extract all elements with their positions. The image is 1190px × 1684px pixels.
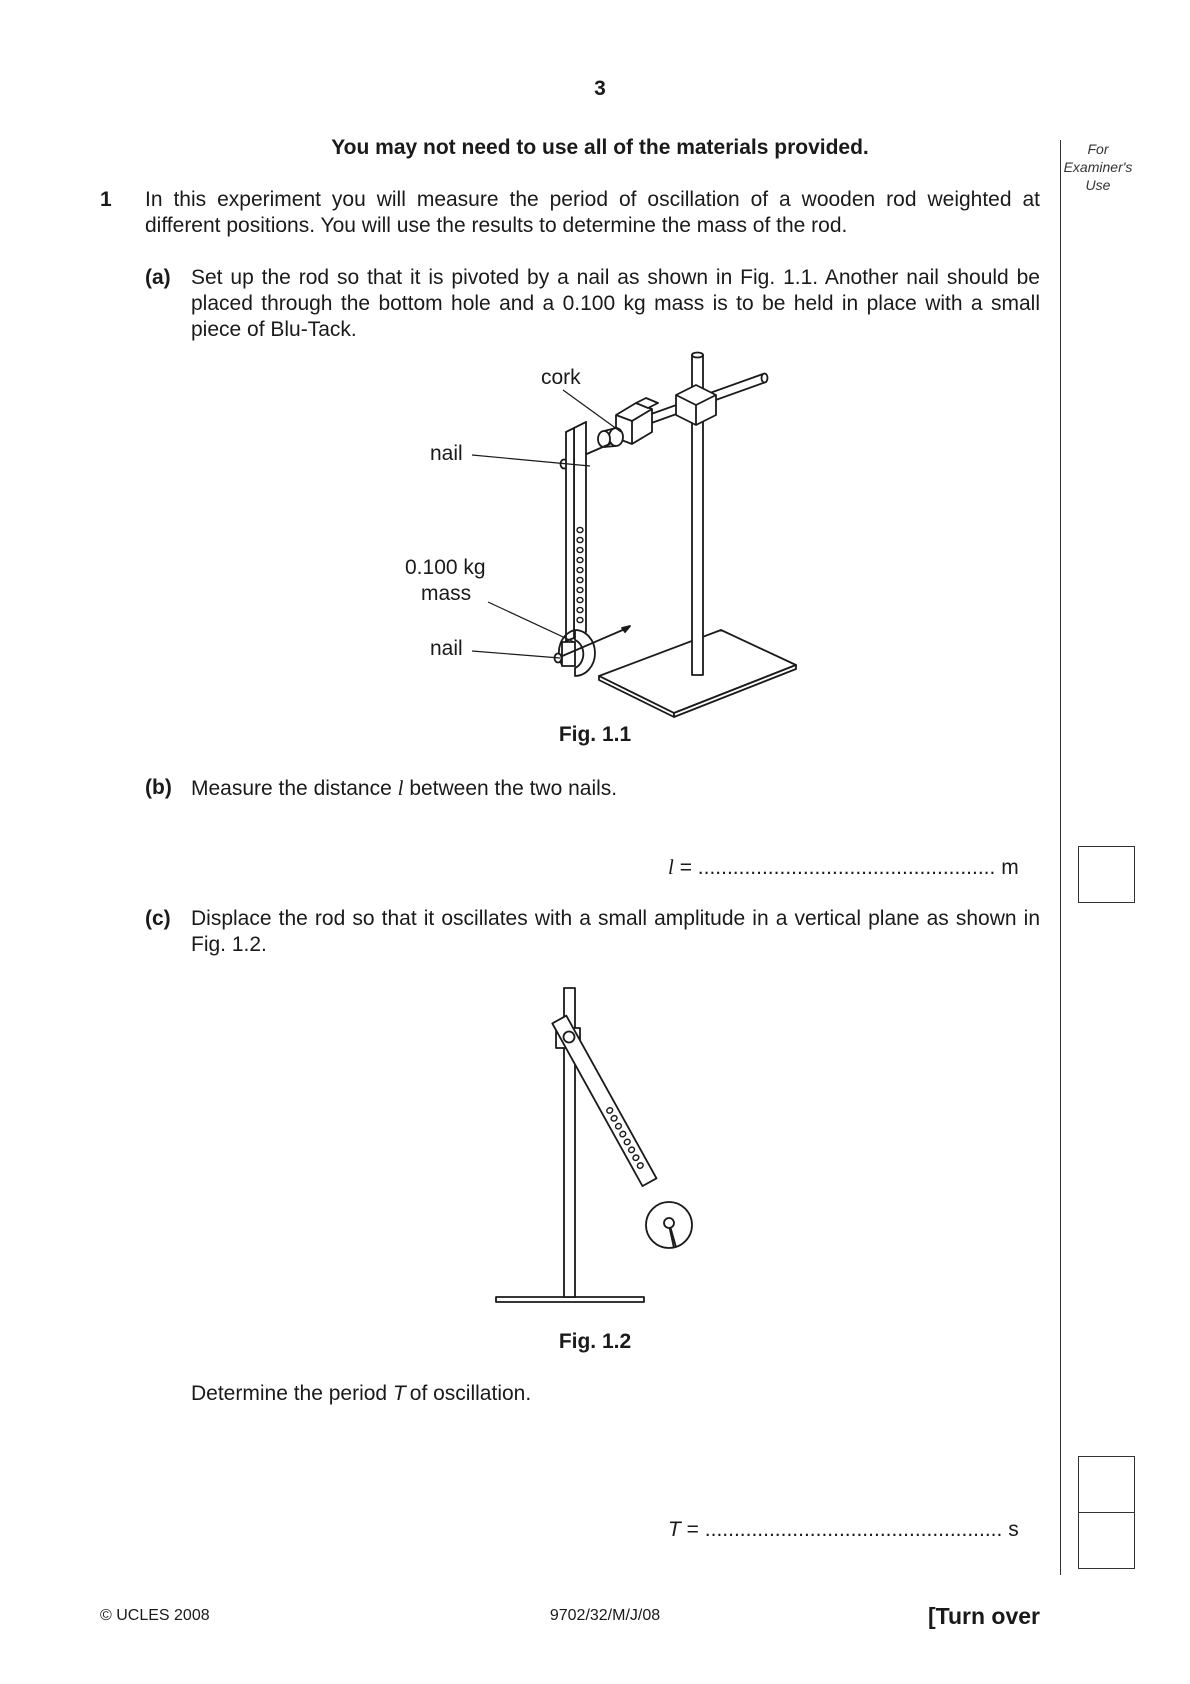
mark-box[interactable] [1078,1512,1135,1569]
part-b-text-before: Measure the distance [191,777,392,800]
period-instruction-before: Determine the period [191,1382,388,1405]
answer-variable: l [668,855,674,879]
examiner-use-label [1058,140,1138,194]
part-b-label: (b) [145,776,172,799]
part-b-text [191,775,1031,802]
answer-unit: m [1001,856,1019,879]
answer-unit: s [1008,1518,1019,1541]
period-symbol: T [392,1382,406,1405]
examiner-margin-rule [1060,140,1061,1575]
part-a-text: Set up the rod so that it is pivoted by a nail as shown in Fig. 1.1. Another nail should be placed through the bottom hole and a 0.100 kg mass is to be held in place with a small piece of Blu-Tack. [191,266,1040,341]
mark-box[interactable] [1078,1456,1135,1513]
fig-1-1-caption: Fig. 1.1 [558,723,632,746]
label-nail-top: nail [430,442,463,465]
answer-dots[interactable]: ................................................... [704,1518,1003,1541]
examiner-use-line: Examiner's [1063,159,1133,175]
label-nail-bottom: nail [430,637,463,660]
question-intro: In this experiment you will measure the period of oscillation of a wooden rod weighted at different positions. You will use the results to determine the mass of the rod. [145,188,1040,237]
period-instruction [191,1381,891,1407]
answer-dots[interactable]: ................................................... [697,856,996,879]
figure-1-1 [380,345,830,725]
header-note: You may not need to use all of the materials provided. [331,136,869,159]
answer-variable: T [668,1518,681,1541]
examiner-use-line: Use [1085,177,1111,193]
answer-line-l[interactable] [668,854,1019,881]
distance-symbol: l [397,776,404,800]
figure-1-2 [490,980,710,1310]
answer-equals: = [686,1518,699,1541]
part-b-text-after: between the two nails. [409,777,618,800]
part-c-label: (c) [145,907,171,930]
apparatus-diagram [380,345,830,725]
page-number: 3 [594,77,606,100]
oscillating-rod-diagram [490,980,710,1310]
part-c-text: Displace the rod so that it oscillates with a small amplitude in a vertical plane as shown in Fig. 1.2. [191,907,1040,956]
label-cork: cork [541,366,581,389]
question-number: 1 [100,188,112,211]
footer-copyright: © UCLES 2008 [100,1607,210,1624]
turn-over: [Turn over [927,1603,1040,1629]
part-a-label: (a) [145,266,171,289]
fig-1-2-caption: Fig. 1.2 [558,1330,632,1353]
mark-box[interactable] [1078,846,1135,903]
examiner-use-line: For [1087,141,1109,157]
answer-equals: = [679,856,692,879]
answer-line-t[interactable] [668,1517,1019,1543]
label-mass-line1: 0.100 kg [405,556,486,579]
label-mass-line2: mass [421,582,472,605]
period-instruction-after: of oscillation. [409,1382,532,1405]
footer-code: 9702/32/M/J/08 [549,1607,661,1624]
